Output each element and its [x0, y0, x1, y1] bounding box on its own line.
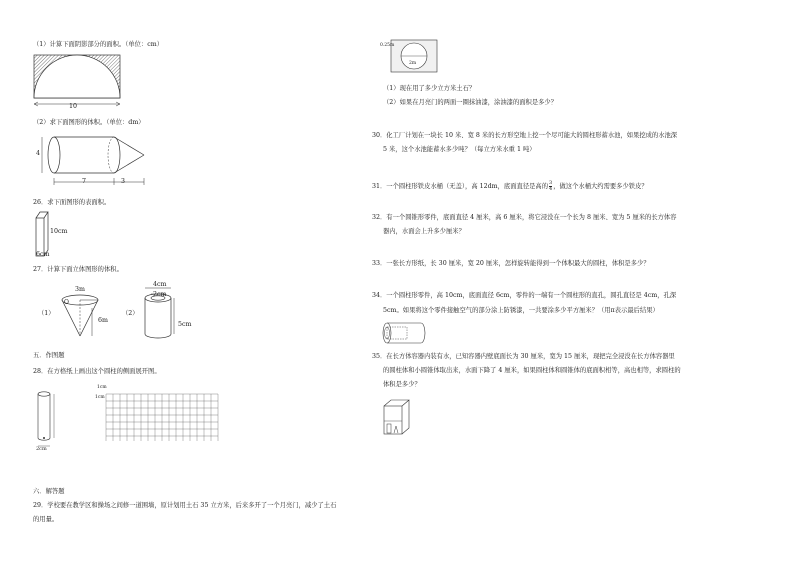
q35-line2: 的圆柱体和小圆锥体取出来，水面下降了 4 厘米，如果圆柱体和圆锥体的底面积相等，高也相等，求圆柱的: [383, 367, 681, 374]
q27-radius-label: 3m: [75, 286, 85, 293]
q29-line2: 的用量。: [33, 516, 59, 523]
q26-text: 26．求下面图形的表面积。: [33, 199, 111, 206]
q27-text: 27．计算下面立体图形的体积。: [33, 266, 123, 273]
q27-inner-diameter-label: 2cm: [153, 291, 167, 298]
q29-line1: 29．学校要在教学区和操场之间修一道围墙，原计划用土石 35 立方米，后来多开了一个月亮门，减少了土石: [33, 502, 337, 509]
q1-label: （1）计算下面阴影部分的面积。（单位：cm）: [33, 41, 163, 48]
q2-length2-label: 3: [121, 178, 126, 185]
q27-part2-label: （2）: [122, 310, 139, 317]
q2-height-label: 4: [36, 150, 41, 157]
q30-line2: 5 米，这个水池能蓄水多少吨？（每立方米水重 1 吨）: [383, 146, 536, 153]
q31-text: [372, 181, 648, 192]
q32-line1: 32．有一个圆锥形零件，底面直径 4 厘米，高 6 厘米，将它浸没在一个长为 8 厘米、宽为 5 厘米的长方体容: [372, 214, 677, 221]
arch-thickness-label: 0.25m: [380, 43, 395, 48]
q34-line2: 5cm。如果将这个零件接触空气的部分涂上防锈漆，一共要涂多少平方厘米？（用π表示最后结果）: [383, 307, 659, 314]
q31-part1: 31．一个圆柱形铁皮水桶（无盖），高 12dm，底面直径是高的: [372, 183, 549, 190]
fraction: [549, 181, 552, 192]
q35-line3: 体积是多少？: [383, 381, 421, 388]
grid-paper[interactable]: [105, 393, 221, 441]
q1-width-label: 10: [69, 103, 78, 110]
q35-line1: 35．在长方体容器内装有水，已知容器内壁底面长为 30 厘米，宽为 15 厘米，现把完全浸没在长方体容器里: [372, 353, 675, 360]
q27-outer-diameter-label: 4cm: [153, 281, 167, 288]
cylinder-diameter-label: 2cm: [36, 446, 47, 452]
q26-height-label: 10cm: [50, 228, 68, 235]
grid-unit-label-side: 1cm: [95, 395, 105, 400]
q29-sub1: （1）现在用了多少立方米土石？: [383, 85, 476, 92]
q30-line1: 30．化工厂计划在一块长 10 米、宽 8 米的长方形空地上挖一个尽可能大的圆柱形蓄水池，如果挖成的水池深: [372, 132, 678, 139]
arch-diameter-label: 2m: [409, 61, 417, 66]
container-figure: [382, 397, 412, 437]
section-5-heading: 五．作图题: [33, 352, 65, 359]
svg-text:O: O: [64, 299, 69, 306]
q26-width-label: 6cm: [36, 251, 50, 258]
grid-unit-label-top: 1cm: [97, 385, 107, 390]
q33-text: 33．一张长方形纸，长 30 厘米，宽 20 厘米，怎样旋转能得到一个体积最大的圆柱，体积是多少？: [372, 260, 650, 267]
q2-length1-label: 7: [82, 178, 87, 185]
q28-text: 28．在方格纸上画出这个圆柱的侧面展开图。: [33, 368, 161, 375]
fraction-denominator: 4: [549, 186, 553, 192]
cylinder-cone-figure: [34, 130, 152, 190]
q34-line1: 34．一个圆柱形零件，高 10cm，底面直径 6cm，零件的一端有一个圆柱形的直孔，圆孔直径是 4cm，孔深: [372, 292, 677, 299]
section-6-heading: 六．解答题: [33, 488, 65, 495]
hollow-cylinder-figure: [138, 284, 200, 342]
q27-cone-height-label: 6m: [98, 317, 108, 324]
q27-height-label: 5cm: [178, 321, 192, 328]
cylinder-with-hole-figure: [381, 321, 427, 345]
q2-label: （2）求下面图形的体积。（单位：dm）: [33, 119, 145, 126]
fraction-numerator: 3: [549, 180, 553, 186]
q32-line2: 器内，水面会上升多少厘米？: [383, 228, 465, 235]
shaded-semicircle-figure: [32, 53, 124, 111]
q31-part2: ，做这个水桶大约需要多少铁皮？: [553, 183, 648, 190]
q29-sub2: （2）如果在月亮门的两面一圈抹油漆，涂油漆的面积是多少？: [383, 99, 558, 106]
q27-part1-label: （1）: [38, 310, 55, 317]
